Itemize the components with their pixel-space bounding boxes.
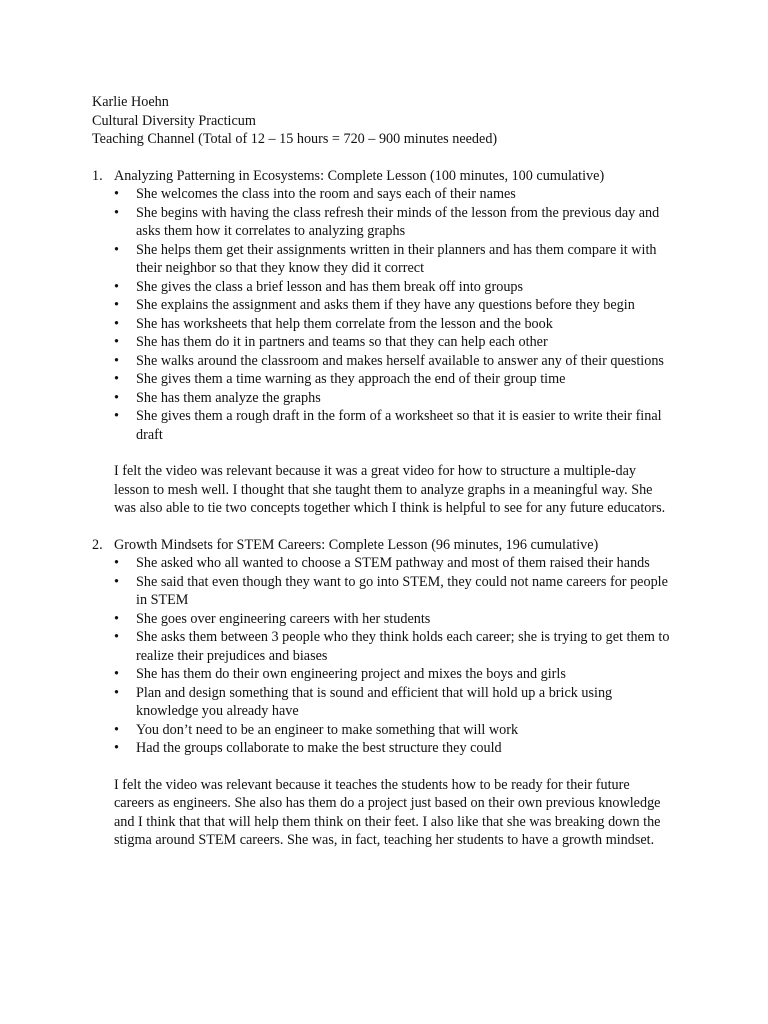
- observation-item: [114, 554, 672, 573]
- lesson-heading: [92, 167, 672, 186]
- observation-text: She asked who all wanted to choose a STEM pathway and most of them raised their hands: [136, 555, 650, 571]
- observation-text: She has them analyze the graphs: [136, 389, 321, 406]
- observation-item: [114, 389, 672, 408]
- bullet-icon: •: [114, 278, 119, 295]
- observation-item: [114, 185, 672, 204]
- bullet-icon: •: [114, 371, 119, 387]
- observation-text: She gives them a time warning as they approach the end of their group time: [136, 371, 566, 387]
- bullet-icon: •: [114, 334, 119, 350]
- lesson-title: Analyzing Patterning in Ecosystems: Complete Lesson (100 minutes, 100 cumulative): [114, 167, 605, 184]
- observation-list: [92, 554, 672, 758]
- reflection-paragraph: I felt the video was relevant because it teaches the students how to be ready for their future careers as engineers. She also has them do a project just based on their own previous knowledge and I think that that will help them think on their feet. I also like that she was breaking down the stigma around STEM careers. She was, in fact, teaching her students to have a growth mindset.: [114, 776, 661, 848]
- observation-item: [114, 407, 672, 444]
- bullet-icon: •: [114, 389, 119, 406]
- observation-item: [114, 204, 672, 241]
- observation-item: [114, 296, 672, 315]
- observation-text: She walks around the classroom and makes herself available to answer any of their questions: [136, 352, 664, 369]
- document-body: [92, 93, 672, 850]
- observation-item: [114, 315, 672, 334]
- observation-item: [114, 610, 672, 629]
- bullet-icon: •: [114, 629, 119, 645]
- observation-text: She explains the assignment and asks them if they have any questions before they begin: [136, 297, 635, 313]
- lesson-title: Growth Mindsets for STEM Careers: Complete Lesson (96 minutes, 196 cumulative): [114, 536, 599, 553]
- observation-item: [114, 665, 672, 684]
- bullet-icon: •: [114, 740, 119, 756]
- lesson-number: 2.: [92, 536, 103, 553]
- observation-text: She welcomes the class into the room and says each of their names: [136, 186, 516, 202]
- observation-list: [92, 185, 672, 444]
- lesson-section-1: [92, 167, 672, 518]
- bullet-icon: •: [114, 555, 119, 571]
- lesson-heading: [92, 536, 672, 555]
- observation-item: [114, 573, 672, 610]
- bullet-icon: •: [114, 204, 119, 221]
- document-header: [92, 93, 672, 149]
- author-name: Karlie Hoehn: [92, 94, 169, 110]
- bullet-icon: •: [114, 610, 119, 627]
- bullet-icon: •: [114, 352, 119, 369]
- bullet-icon: •: [114, 408, 119, 424]
- observation-text: She asks them between 3 people who they think holds each career; she is trying to get them to realize their prejudices and biases: [136, 629, 670, 664]
- assignment-line: Teaching Channel (Total of 12 – 15 hours = 720 – 900 minutes needed): [92, 131, 498, 147]
- observation-text: You don’t need to be an engineer to make something that will work: [136, 721, 519, 738]
- observation-item: [114, 721, 672, 740]
- observation-text: She has worksheets that help them correlate from the lesson and the book: [136, 315, 553, 332]
- bullet-icon: •: [114, 297, 119, 313]
- bullet-icon: •: [114, 721, 119, 738]
- observation-text: She has them do it in partners and teams so that they can help each other: [136, 334, 548, 350]
- observation-item: [114, 370, 672, 389]
- bullet-icon: •: [114, 241, 119, 258]
- bullet-icon: •: [114, 186, 119, 202]
- observation-text: She goes over engineering careers with her students: [136, 610, 431, 627]
- observation-item: [114, 333, 672, 352]
- observation-text: She has them do their own engineering project and mixes the boys and girls: [136, 666, 566, 682]
- observation-item: [114, 739, 672, 758]
- observation-item: [114, 352, 672, 371]
- observation-text: She begins with having the class refresh their minds of the lesson from the previous day and asks them how it correlates to analyzing graphs: [136, 204, 660, 239]
- course-title: Cultural Diversity Practicum: [92, 112, 256, 129]
- observation-text: She gives the class a brief lesson and has them break off into groups: [136, 278, 524, 295]
- reflection-paragraph: I felt the video was relevant because it was a great video for how to structure a multiple-day lesson to mesh well. I thought that she taught them to analyze graphs in a meaningful way. She was also able to tie two concepts together which I think is helpful to see for any future educators.: [114, 463, 666, 516]
- lesson-number: 1.: [92, 167, 103, 184]
- observation-text: She said that even though they want to go into STEM, they could not name careers for people in STEM: [136, 573, 668, 608]
- observation-text: Plan and design something that is sound and efficient that will hold up a brick using knowledge you already have: [136, 684, 613, 719]
- observation-item: [114, 241, 672, 278]
- bullet-icon: •: [114, 573, 119, 590]
- observation-item: [114, 684, 672, 721]
- bullet-icon: •: [114, 666, 119, 682]
- observation-item: [114, 628, 672, 665]
- observation-text: Had the groups collaborate to make the best structure they could: [136, 740, 502, 756]
- lesson-section-2: [92, 536, 672, 850]
- observation-item: [114, 278, 672, 297]
- observation-text: She helps them get their assignments written in their planners and has them compare it with their neighbor so that they know they did it correct: [136, 241, 657, 276]
- observation-text: She gives them a rough draft in the form of a worksheet so that it is easier to write their final draft: [136, 408, 662, 443]
- bullet-icon: •: [114, 315, 119, 332]
- bullet-icon: •: [114, 684, 119, 701]
